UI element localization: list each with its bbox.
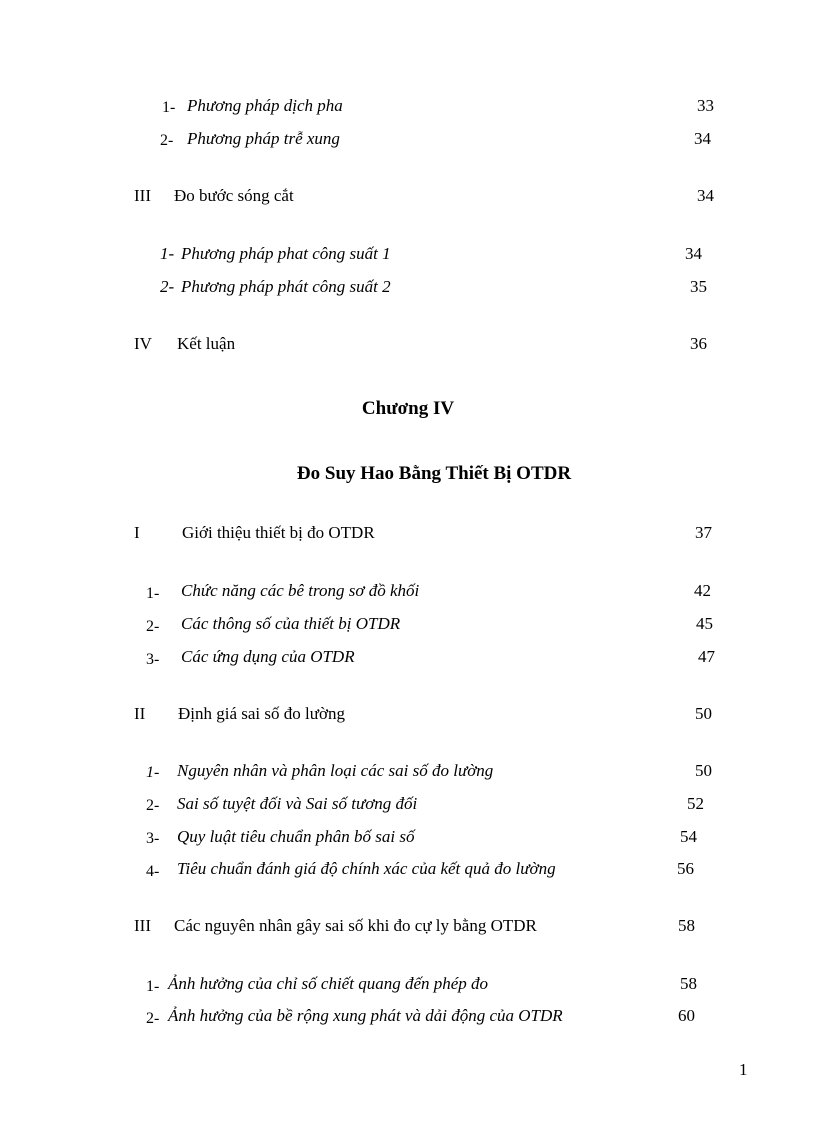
toc-marker: 2- xyxy=(160,277,175,296)
chapter-label: Chương IV xyxy=(361,398,455,419)
toc-entry-page: 58 xyxy=(678,916,695,935)
section-marker: IV xyxy=(134,334,152,353)
section-title[interactable]: Định giá sai số đo lường xyxy=(178,704,345,723)
toc-marker: 4- xyxy=(146,863,160,880)
toc-entry-title[interactable]: Phương pháp dịch pha xyxy=(187,96,343,115)
section-title[interactable]: Giới thiệu thiết bị đo OTDR xyxy=(182,523,375,542)
toc-marker: 1- xyxy=(160,244,175,263)
toc-marker: 2- xyxy=(146,797,160,814)
section-marker: III xyxy=(134,186,151,205)
toc-entry-title[interactable]: Các thông số của thiết bị OTDR xyxy=(181,614,401,633)
toc-entry-page: 34 xyxy=(694,129,711,148)
toc-entry-page: 47 xyxy=(698,647,715,666)
toc-entry-title[interactable]: Ảnh hưởng của chỉ số chiết quang đến phép đo xyxy=(168,974,489,993)
toc-marker: 3- xyxy=(146,651,160,668)
toc-entry-title[interactable]: Tiêu chuẩn đánh giá độ chính xác của kết quả đo lường xyxy=(177,859,556,878)
toc-entry-title[interactable]: Sai số tuyệt đối và Sai số tương đối xyxy=(177,794,418,813)
toc-entry-page: 34 xyxy=(685,244,702,263)
toc-marker: 1- xyxy=(162,99,176,116)
toc-entry-title[interactable]: Phương pháp phat công suất 1 xyxy=(181,244,391,263)
toc-marker: 1- xyxy=(146,764,160,781)
toc-entry-page: 56 xyxy=(677,859,694,878)
toc-entry-title[interactable]: Phương pháp phát công suất 2 xyxy=(181,277,391,296)
toc-entry-title[interactable]: Ảnh hưởng của bề rộng xung phát và dải động của OTDR xyxy=(168,1006,563,1025)
toc-entry-page: 45 xyxy=(696,614,713,633)
toc-entry-title[interactable]: Chức năng các bê trong sơ đồ khối xyxy=(181,581,420,600)
chapter-title: Đo Suy Hao Bằng Thiết Bị OTDR xyxy=(296,463,572,484)
toc-entry-page: 42 xyxy=(694,581,711,600)
toc-entry-page: 50 xyxy=(695,704,712,723)
toc-entry-page: 58 xyxy=(680,974,697,993)
section-title[interactable]: Đo bước sóng cắt xyxy=(174,186,294,205)
section-marker: I xyxy=(134,523,140,542)
section-marker: II xyxy=(134,704,146,723)
toc-entry-page: 50 xyxy=(695,761,712,780)
toc-marker: 1- xyxy=(146,585,160,602)
toc-marker: 3- xyxy=(146,830,160,847)
toc-entry-page: 54 xyxy=(680,827,697,846)
toc-entry-page: 37 xyxy=(695,523,712,542)
toc-entry-page: 36 xyxy=(690,334,707,353)
toc-entry-page: 60 xyxy=(678,1006,695,1025)
toc-entry-title[interactable]: Quy luật tiêu chuẩn phân bố sai số xyxy=(177,827,415,846)
section-title[interactable]: Kết luận xyxy=(177,334,236,353)
section-marker: III xyxy=(134,916,151,935)
toc-marker: 1- xyxy=(146,978,160,995)
section-title[interactable]: Các nguyên nhân gây sai số khi đo cự ly bằng OTDR xyxy=(174,916,537,935)
toc-entry-title[interactable]: Phương pháp trễ xung xyxy=(187,129,340,148)
toc-entry-page: 35 xyxy=(690,277,707,296)
toc-entry-title[interactable]: Nguyên nhân và phân loại các sai số đo lường xyxy=(177,761,494,780)
toc-entry-page: 34 xyxy=(697,186,714,205)
toc-entry-page: 33 xyxy=(697,96,714,115)
toc-marker: 2- xyxy=(160,132,174,149)
page-number: 1 xyxy=(739,1060,748,1079)
toc-marker: 2- xyxy=(146,1010,160,1027)
toc-marker: 2- xyxy=(146,618,160,635)
toc-entry-title[interactable]: Các ứng dụng của OTDR xyxy=(181,647,355,666)
toc-entry-page: 52 xyxy=(687,794,704,813)
